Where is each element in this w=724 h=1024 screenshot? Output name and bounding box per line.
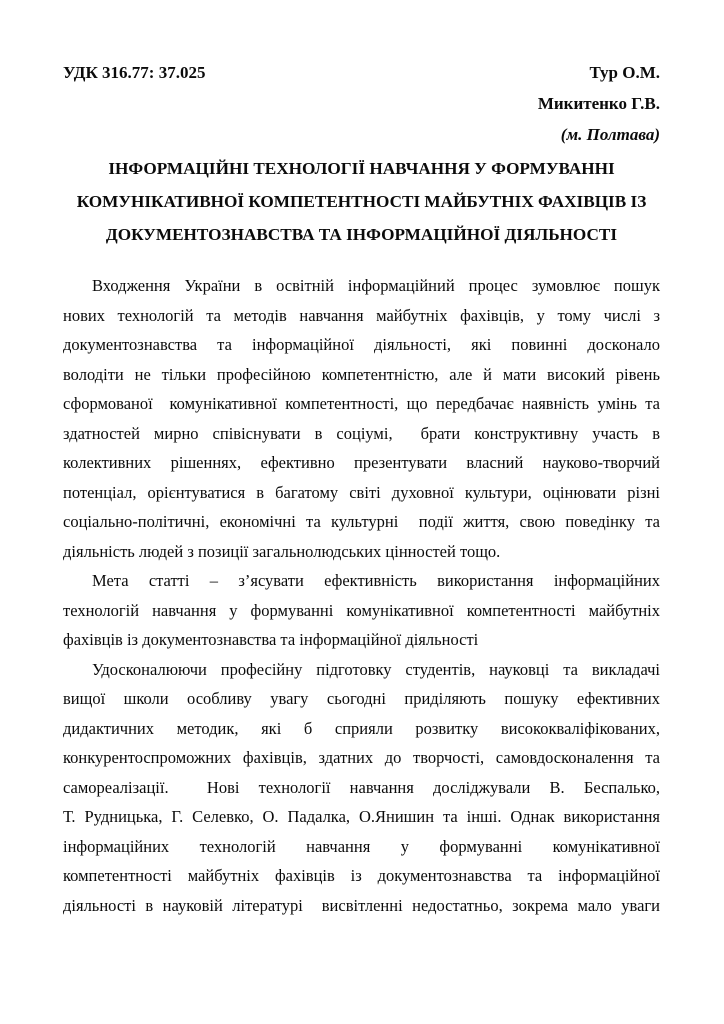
body-line: Мета статті – з’ясувати ефективність використання інформаційних — [92, 571, 660, 590]
body-line: сформованої комунікативної компетентності, що передбачає наявність умінь та — [63, 394, 660, 413]
body-line: вищої школи особливу увагу сьогодні приділяють пошуку ефективних — [63, 689, 660, 708]
body-line: дидактичних методик, які б сприяли розвитку висококваліфікованих, — [63, 718, 660, 738]
body-line: Т. Рудницька, Г. Селевко, О. Падалка, О.Янишин та інші. Однак використання — [63, 807, 660, 826]
body-line: документознавства та інформаційної діяльності, які повинні досконало — [63, 335, 660, 354]
location-label: (м. Полтава) — [560, 125, 660, 144]
author-name-2: Микитенко Г.В. — [537, 94, 660, 113]
body-line: діяльності в науковій літературі висвітленні недостатньо, зокрема мало уваги — [63, 895, 660, 915]
header-row — [63, 57, 660, 88]
paragraph — [63, 655, 660, 921]
body-line: фахівців із документознавства та інформаційної діяльності — [63, 630, 479, 649]
title-line: ІНФОРМАЦІЙНІ ТЕХНОЛОГІЇ НАВЧАННЯ У ФОРМУВАННІ — [108, 159, 615, 178]
udc-code: УДК 316.77: 37.025 — [63, 63, 206, 82]
body-line: володіти не тільки професійною компетентністю, але й мати високий рівень — [63, 364, 660, 384]
body-line: інформаційних технологій навчання у формуванні комунікативної — [63, 836, 660, 856]
article-title — [63, 152, 660, 251]
body-line: нових технологій та методів навчання майбутніх фахівців, у тому числі з — [63, 305, 660, 325]
title-line: ДОКУМЕНТОЗНАВСТВА ТА ІНФОРМАЦІЙНОЇ ДІЯЛЬНОСТІ — [105, 225, 618, 244]
body-line: самореалізації. Нові технології навчання досліджували В. Беспалько, — [63, 777, 660, 797]
body-line: технологій навчання у формуванні комунікативної компетентності майбутніх — [63, 600, 660, 620]
author-name-1: Тур О.М. — [589, 63, 660, 82]
article-body — [63, 271, 660, 920]
body-line: соціально-політичні, економічні та культурні події життя, свою поведінку та — [63, 512, 660, 531]
body-line: колективних рішеннях, ефективно презентувати власний науково-творчий — [63, 453, 660, 472]
title-line: КОМУНІКАТИВНОЇ КОМПЕТЕНТНОСТІ МАЙБУТНІХ ФАХІВЦІВ ІЗ — [76, 192, 647, 211]
body-line: компетентності майбутніх фахівців із документознавства та інформаційної — [63, 866, 660, 885]
paragraph — [63, 271, 660, 566]
body-line: діяльність людей з позиції загальнолюдських цінностей тощо. — [63, 541, 501, 561]
body-line: Удосконалюючи професійну підготовку студентів, науковці та викладачі — [92, 659, 660, 679]
body-line: потенціал, орієнтуватися в багатому світі духовної культури, оцінювати різні — [63, 482, 660, 502]
body-line: конкурентоспроможних фахівців, здатних до творчості, самовдосконалення та — [63, 748, 660, 767]
paragraph — [63, 566, 660, 655]
body-line: Входження України в освітній інформаційний процес зумовлює пошук — [92, 276, 660, 295]
body-line: здатностей мирно співіснувати в соціумі, брати конструктивну участь в — [63, 423, 660, 443]
